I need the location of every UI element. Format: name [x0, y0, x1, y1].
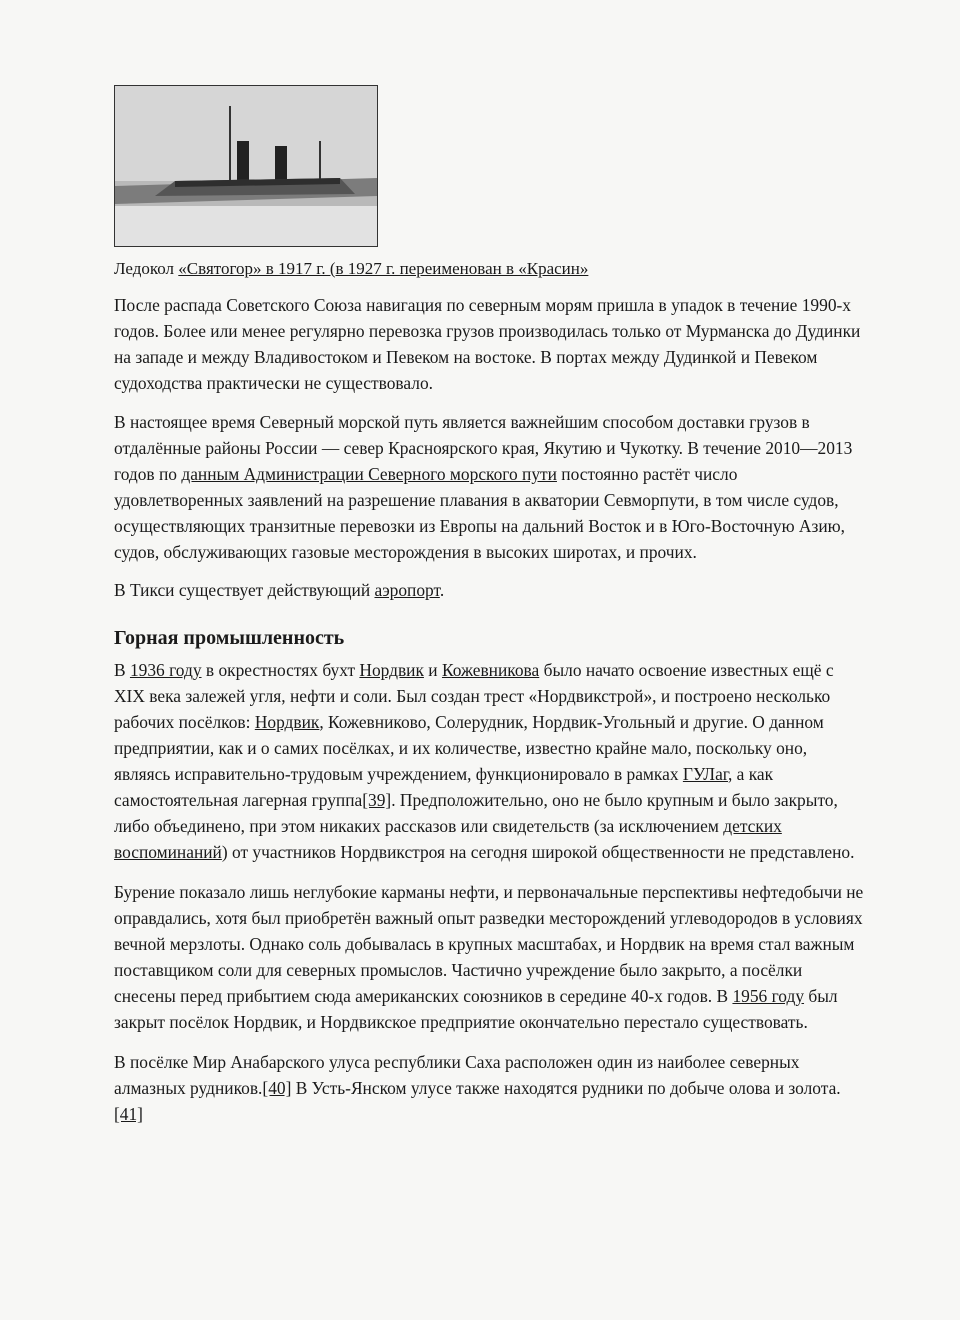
paragraph-northern-sea-route [114, 409, 866, 565]
text-span: В [114, 660, 130, 680]
paragraph-navigation: После распада Советского Союза навигация по северным морям пришла в упадок в течение 1990-х годов. Более или менее регулярно перевозка грузов производилась только от Мурманска до Дудинки на западе и между Владивостоком и Певеком на востоке. В портах между Дудинкой и Певеком судоходства практически не существовало. [114, 295, 861, 393]
text-span: и [423, 660, 442, 680]
text-span: постоянно растёт число удовлетворенных заявлений на разрешение плавания в акватории Севморпути, в том числе судов, осуществляющих транзитные перевозки из Европы на дальний Восток и в Юго-Восточную Азию, судов, обслуживающих газовые месторождения в высоких широтах, и прочих. [114, 464, 846, 562]
text-span: Бурение показало лишь неглубокие карманы нефти, и первоначальные перспективы нефтедобычи не оправдались, хотя был приобретён важный опыт разведки месторождений углеводородов в условиях вечной мерзлоты. Однако соль добывалась в крупных масштабах, и Нордвик на время стал важным поставщиком соли для северных промыслов. Частично учреждение было закрыто, а посёлки снесены перед прибытием сюда американских союзников в середине 40-х годов. В [114, 882, 864, 1006]
caption-text: Ледокол [114, 259, 179, 278]
link-1936[interactable]: 1936 году [129, 660, 202, 680]
ref-40[interactable]: [40] [262, 1078, 292, 1098]
link-kozhevnikova[interactable]: Кожевникова [441, 660, 540, 680]
text-span: В посёлке Мир Анабарского улуса республики Саха расположен один из наиболее северных алмазных рудников. [114, 1052, 800, 1098]
text-span: В Тикси существует действующий [114, 580, 375, 600]
paragraph-mines [114, 1049, 866, 1127]
section-heading: Горная промышленность [114, 627, 345, 649]
link-nordvik-bay[interactable]: Нордвик [359, 660, 424, 680]
text-span: был закрыт посёлок Нордвик, и Нордвикское предприятие окончательно перестало существовать. [114, 986, 838, 1032]
document-page [114, 85, 866, 1127]
link-gulag[interactable]: ГУЛаг [682, 764, 728, 784]
paragraph-nordvik [114, 657, 866, 865]
text-span: было начато освоение известных ещё с XIX века залежей угля, нефти и соли. Был создан трест «Нордвикстрой», и построено несколько рабочих посёлков: [114, 660, 834, 732]
link-1956[interactable]: 1956 году [732, 986, 805, 1006]
caption-link[interactable]: «Святогор» в 1917 г. (в 1927 г. переименован в «Красин» [178, 259, 589, 278]
paragraph-tiksi [114, 577, 866, 603]
text-span: В настоящее время Северный морской путь является важнейшим способом доставки грузов в отдалённые районы России — север Красноярского края, Якутию и Чукотку. В течение 2010—2013 годов по [114, 412, 853, 484]
link-nsr-administration[interactable]: данным Администрации Северного морского пути [181, 464, 557, 484]
text-span: В Усть-Янском улусе также находятся рудники по добыче олова и золота. [291, 1078, 841, 1098]
photo-caption [114, 258, 866, 280]
text-span: в окрестностях бухт [201, 660, 360, 680]
icebreaker-photo [114, 85, 378, 247]
text-span: ) от участников Нордвикстроя на сегодня широкой общественности не представлено. [221, 842, 855, 862]
link-childhood-memories[interactable]: детских воспоминаний [114, 816, 782, 862]
link-nordvik[interactable]: Нордвик [254, 712, 320, 732]
text-span: . [439, 580, 445, 600]
text-span: , а как самостоятельная лагерная группа [114, 764, 774, 810]
paragraph-drilling [114, 879, 866, 1035]
link-airport[interactable]: аэропорт [374, 580, 440, 600]
text-span: . Предположительно, оно не было крупным и было закрыто, либо объединено, при этом никаких рассказов или свидетельств (за исключением [114, 790, 838, 836]
ref-41[interactable]: [41] [114, 1104, 143, 1124]
text-span: , Кожевниково, Солерудник, Нордвик-Угольный и другие. О данном предприятии, как и о самих посёлках, и их количестве, известно крайне мало, поскольку оно, являясь исправительно-трудовым учреждением, функционировало в рамках [114, 712, 824, 784]
ref-39[interactable]: [39] [362, 790, 392, 810]
